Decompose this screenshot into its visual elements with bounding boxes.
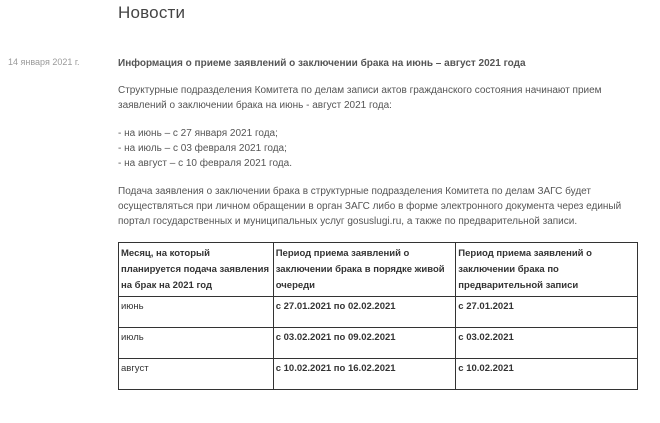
news-article (118, 56, 648, 390)
table-row (119, 359, 638, 390)
bullet-june: - на июнь – с 27 января 2021 года; (118, 128, 278, 139)
header-month: Месяц, на который планируется подача заявления на брак на 2021 год (119, 243, 274, 297)
cell-appointment: с 10.02.2021 (456, 359, 638, 390)
table-header-row (119, 243, 638, 297)
news-body: Подача заявления о заключении брака в структурные подразделения Комитета по делам ЗАГС будет осуществляться при личном обращении в орган ЗАГС либо в форме электронного документа через единый портал государственных и муниципальных услуг gosuslugi.ru, а также по предварительной записи. (118, 186, 622, 227)
cell-live-queue: с 03.02.2021 по 09.02.2021 (273, 328, 456, 359)
table-row (119, 328, 638, 359)
cell-appointment: с 03.02.2021 (456, 328, 638, 359)
page-title: Новости (118, 3, 186, 22)
cell-live-queue: с 27.01.2021 по 02.02.2021 (273, 297, 456, 328)
table-row (119, 297, 638, 328)
cell-live-queue: с 10.02.2021 по 16.02.2021 (273, 359, 456, 390)
news-date: 14 января 2021 г. (8, 57, 80, 67)
cell-appointment: с 27.01.2021 (456, 297, 638, 328)
bullet-july: - на июль – с 03 февраля 2021 года; (118, 143, 287, 154)
cell-month: август (119, 359, 274, 390)
cell-month: июнь (119, 297, 274, 328)
bullet-august: - на август – с 10 февраля 2021 года. (118, 158, 292, 169)
header-live-queue: Период приема заявлений о заключении брака в порядке живой очереди (273, 243, 456, 297)
cell-month: июль (119, 328, 274, 359)
header-appointment: Период приема заявлений о заключении брака по предварительной записи (456, 243, 638, 297)
date-bullet-list (118, 126, 648, 171)
schedule-table (118, 242, 638, 390)
news-headline[interactable]: Информация о приеме заявлений о заключении брака на июнь – август 2021 года (118, 58, 526, 69)
news-intro: Структурные подразделения Комитета по делам записи актов гражданского состояния начинают прием заявлений о заключении брака на июнь - август 2021 года: (118, 85, 602, 111)
